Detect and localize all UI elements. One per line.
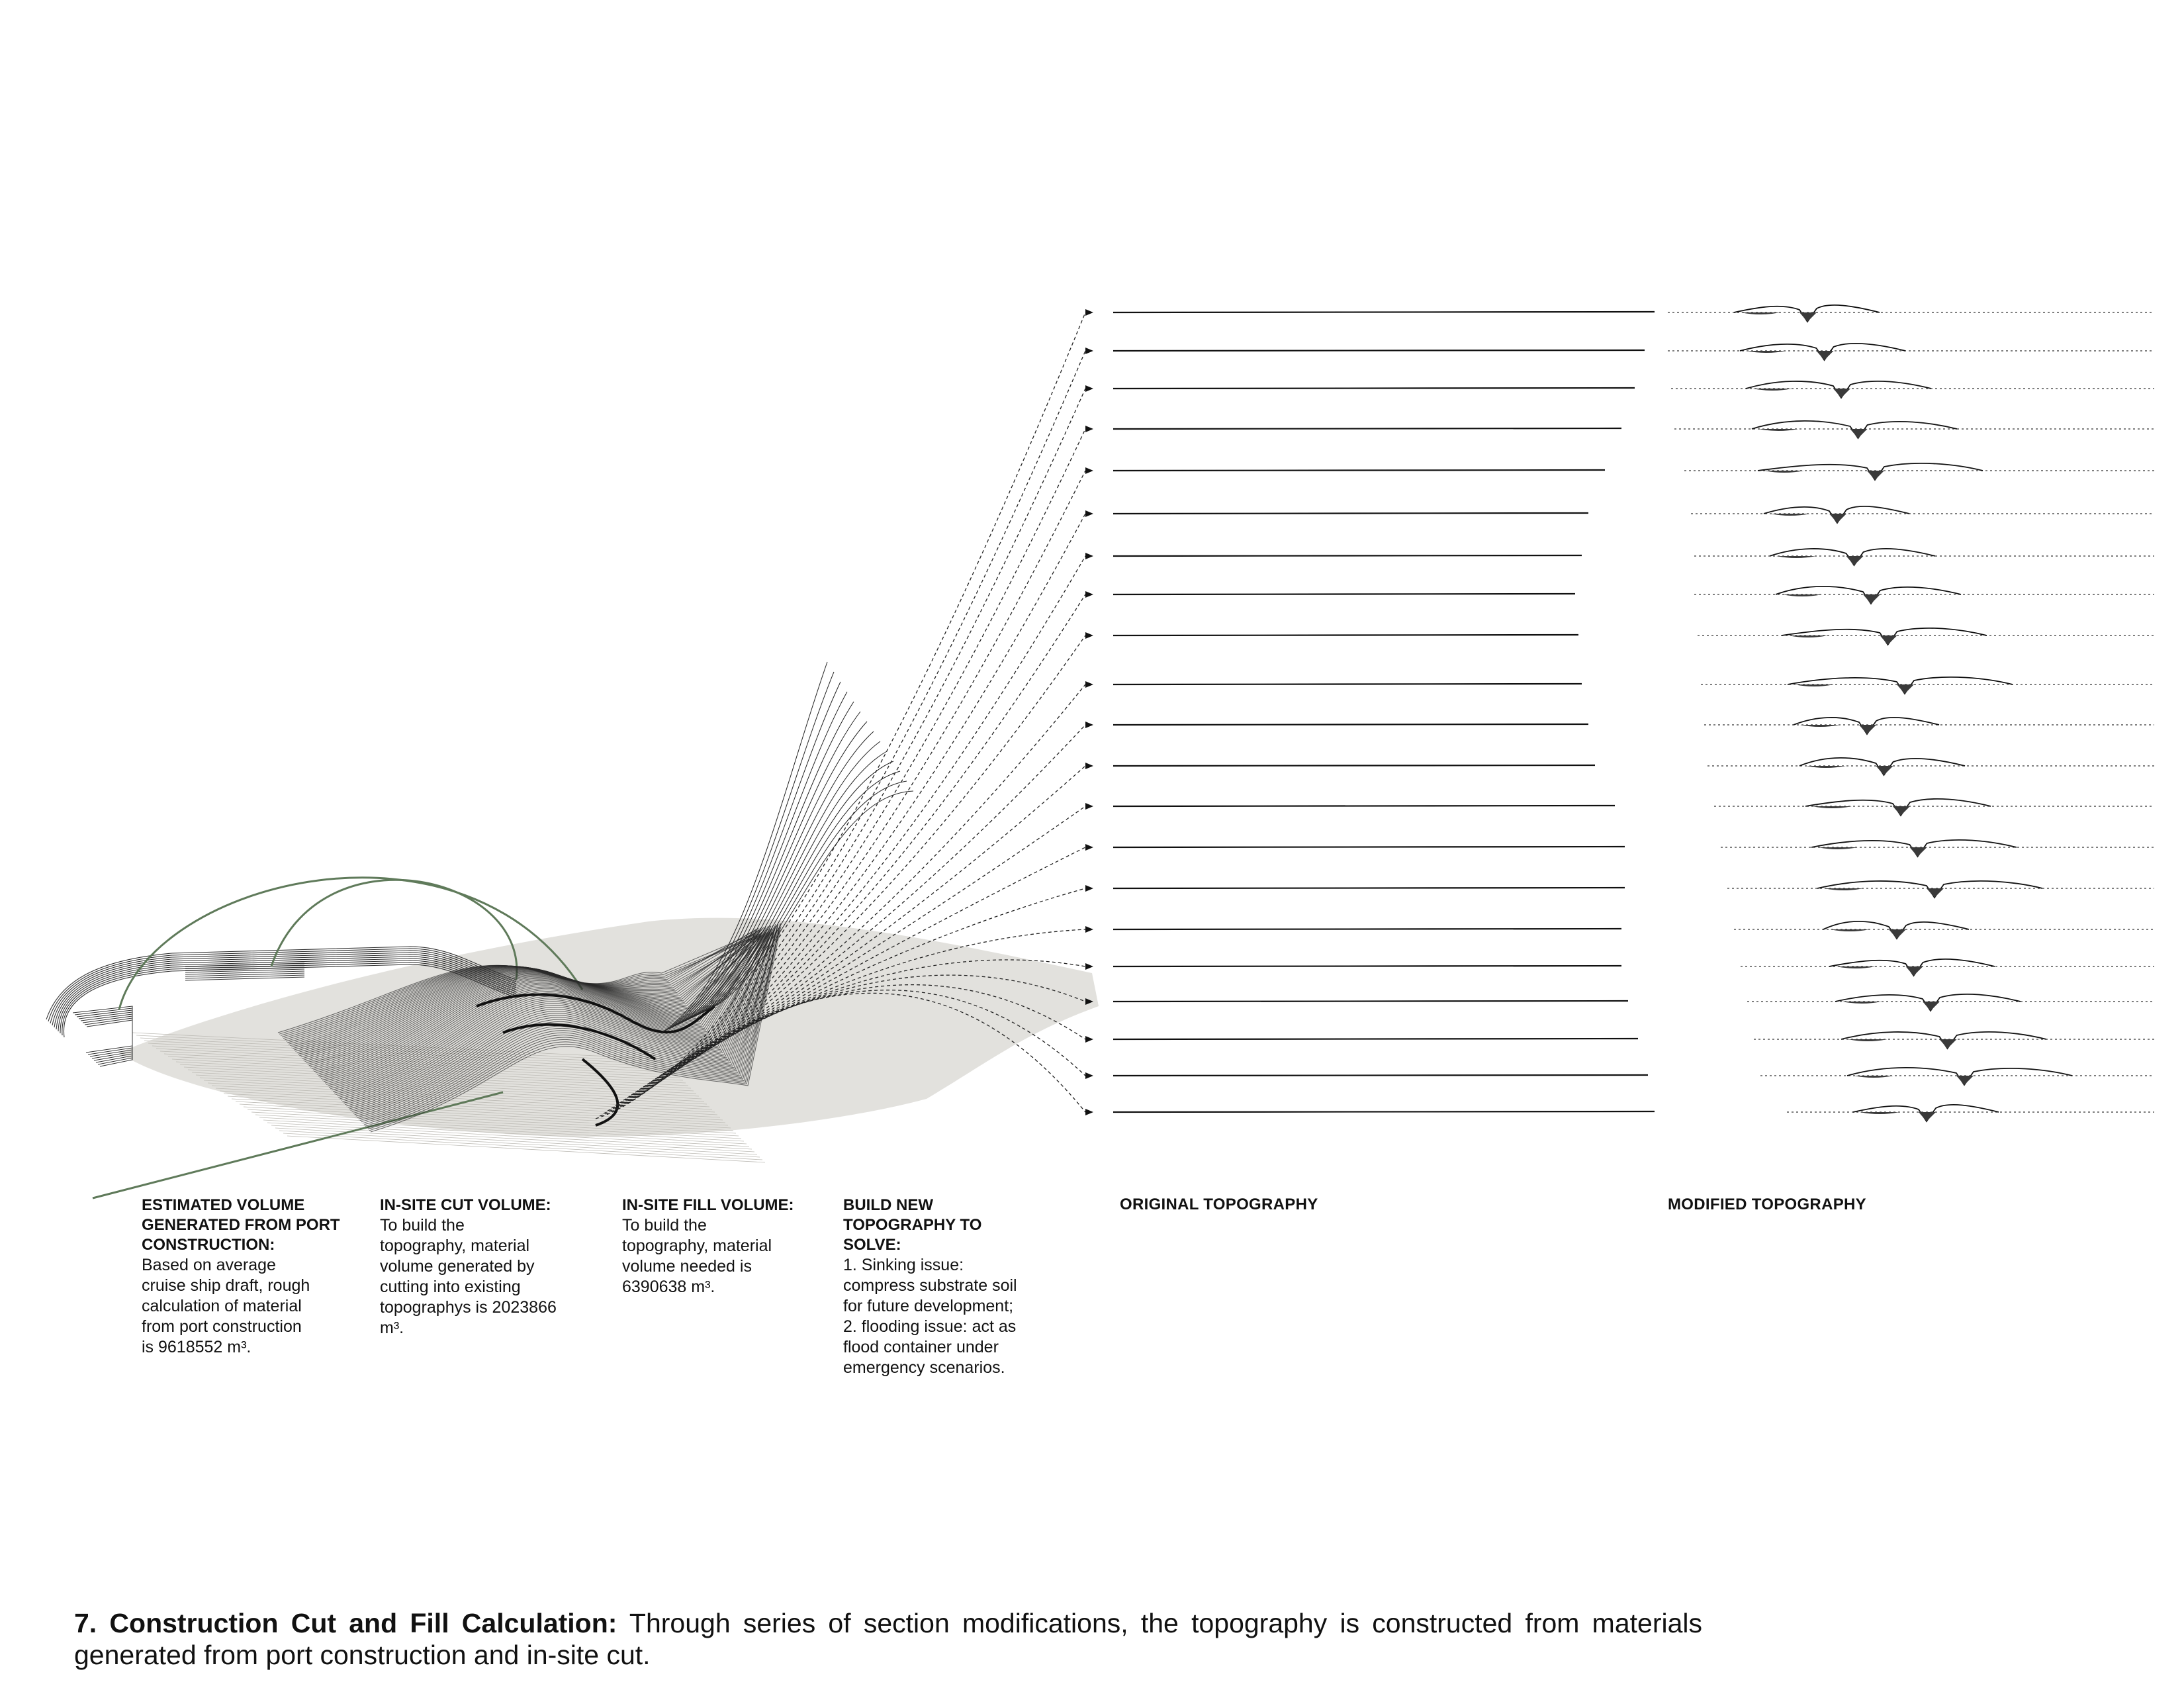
fill-area — [1854, 1076, 1893, 1078]
fill-area — [1824, 888, 1864, 890]
fill-area — [1806, 766, 1846, 768]
ground-hatch-line — [287, 1136, 765, 1162]
section-arrowhead — [1085, 722, 1093, 728]
fill-area — [1776, 556, 1816, 558]
section-arrowhead — [1085, 1036, 1093, 1043]
cut-volume-line: topographys is 2023866 — [380, 1298, 557, 1317]
fill-area — [1830, 929, 1870, 931]
section-arrowhead — [1085, 1072, 1093, 1079]
cut-area — [1859, 725, 1876, 734]
cut-area — [1817, 351, 1834, 360]
new-topography-line: 2. flooding issue: act as — [843, 1317, 1017, 1336]
fill-volume-column — [622, 1196, 821, 1297]
caption-text: Through series of section modifications, the topography is constructed from materials generated from port construction and in-site cut. — [74, 1608, 1702, 1670]
fill-area — [1818, 847, 1858, 849]
cut-area — [1923, 1002, 1940, 1011]
original-section-line — [1113, 388, 1635, 389]
cut-volume-column — [380, 1196, 585, 1338]
section-arrowhead — [1085, 385, 1093, 392]
cut-area — [1940, 1039, 1957, 1049]
cut-area — [1850, 429, 1868, 438]
fill-area — [1747, 351, 1786, 353]
cut-area — [1889, 929, 1906, 939]
cut-area — [1897, 684, 1914, 694]
section-arrowhead — [1085, 632, 1093, 639]
section-arrowhead — [1085, 1109, 1093, 1115]
new-topography-line: emergency scenarios. — [843, 1358, 1005, 1377]
port-volume-line: Based on average — [142, 1256, 276, 1274]
fill-area — [1812, 806, 1852, 808]
fill-area — [1800, 725, 1840, 727]
cut-volume-heading: IN-SITE CUT VOLUME: — [380, 1196, 551, 1214]
fill-area — [1794, 684, 1834, 686]
original-section-line — [1113, 513, 1588, 514]
port-volume-column — [142, 1196, 340, 1358]
section-arrowhead — [1085, 963, 1093, 970]
section-arrowhead — [1085, 803, 1093, 810]
section-arrowhead — [1085, 681, 1093, 688]
cut-volume-line: m³. — [380, 1319, 404, 1337]
new-topography-column — [843, 1196, 1055, 1378]
new-topography-line: compress substrate soil — [843, 1276, 1017, 1295]
original-section-line — [1113, 350, 1645, 351]
port-volume-line: calculation of material — [142, 1297, 302, 1315]
cut-area — [1876, 766, 1893, 775]
caption-title: 7. Construction Cut and Fill Calculation: — [74, 1608, 617, 1638]
original-section-line — [1113, 765, 1595, 766]
fill-area — [1848, 1039, 1888, 1041]
fill-area — [1860, 1112, 1899, 1114]
fill-area — [1741, 312, 1780, 314]
modified-topography-label: MODIFIED TOPOGRAPHY — [1668, 1196, 1866, 1213]
port-volume-heading: ESTIMATED VOLUME GENERATED FROM PORT CONSTRUCTION: — [142, 1196, 340, 1254]
port-volume-line: from port construction — [142, 1317, 302, 1336]
fill-volume-line: 6390638 m³. — [622, 1278, 715, 1296]
new-topography-line: 1. Sinking issue: — [843, 1256, 964, 1274]
modified-topography-sections — [1668, 305, 2154, 1121]
port-volume-line: is 9618552 m³. — [142, 1338, 251, 1356]
original-section-line — [1113, 428, 1621, 429]
fill-area — [1842, 1002, 1882, 1004]
section-arrowhead — [1085, 510, 1093, 517]
cut-area — [1893, 806, 1910, 816]
cut-area — [1863, 594, 1880, 604]
original-section-line — [1113, 555, 1582, 556]
cut-volume-line: topography, material — [380, 1237, 530, 1255]
cut-area — [1919, 1112, 1936, 1121]
section-arrowhead — [1085, 763, 1093, 769]
cut-area — [1799, 312, 1817, 322]
fill-area — [1752, 389, 1792, 391]
section-arrowhead — [1085, 553, 1093, 559]
section-arrowhead — [1085, 926, 1093, 933]
original-topography-label: ORIGINAL TOPOGRAPHY — [1120, 1196, 1318, 1213]
original-section-line — [1113, 1075, 1648, 1076]
fill-area — [1758, 429, 1798, 431]
figure-caption — [74, 1607, 1702, 1671]
fill-volume-line: topography, material — [622, 1237, 772, 1255]
cut-area — [1910, 847, 1927, 857]
fill-area — [1764, 471, 1804, 473]
section-arrowhead — [1085, 348, 1093, 354]
cut-volume-line: To build the — [380, 1216, 465, 1235]
cut-volume-line: cutting into existing — [380, 1278, 521, 1296]
new-topography-heading: BUILD NEW TOPOGRAPHY TO SOLVE: — [843, 1196, 982, 1254]
pier-basin — [87, 1020, 132, 1066]
cut-area — [1829, 514, 1846, 523]
original-section-line — [1113, 1001, 1628, 1002]
new-topography-line: flood container under — [843, 1338, 999, 1356]
section-arrowhead — [1085, 885, 1093, 892]
section-arrowhead — [1085, 309, 1093, 316]
ground-hatch-line — [283, 1133, 762, 1160]
original-section-line — [1113, 724, 1588, 725]
cut-area — [1880, 635, 1897, 645]
cut-area — [1956, 1076, 1974, 1085]
fill-volume-line: volume needed is — [622, 1257, 752, 1276]
original-topography-sections — [1085, 309, 1655, 1115]
section-arrowhead — [1085, 591, 1093, 598]
original-section-line — [1113, 1111, 1655, 1112]
section-arrowhead — [1085, 844, 1093, 851]
fill-area — [1836, 966, 1876, 968]
cut-area — [1867, 471, 1884, 480]
section-arrowhead — [1085, 426, 1093, 432]
cut-area — [1927, 888, 1944, 898]
pier-basin — [85, 1018, 132, 1064]
fill-area — [1782, 594, 1822, 596]
cut-volume-line: volume generated by — [380, 1257, 535, 1276]
fill-volume-line: To build the — [622, 1216, 707, 1235]
fill-area — [1788, 635, 1828, 637]
cut-area — [1833, 389, 1850, 398]
new-topography-line: for future development; — [843, 1297, 1014, 1315]
cut-area — [1846, 556, 1864, 565]
section-arrowhead — [1085, 467, 1093, 474]
fill-volume-heading: IN-SITE FILL VOLUME: — [622, 1196, 794, 1214]
cut-area — [1906, 966, 1923, 976]
original-section-line — [1113, 470, 1605, 471]
fill-area — [1770, 514, 1810, 516]
port-volume-line: cruise ship draft, rough — [142, 1276, 310, 1295]
